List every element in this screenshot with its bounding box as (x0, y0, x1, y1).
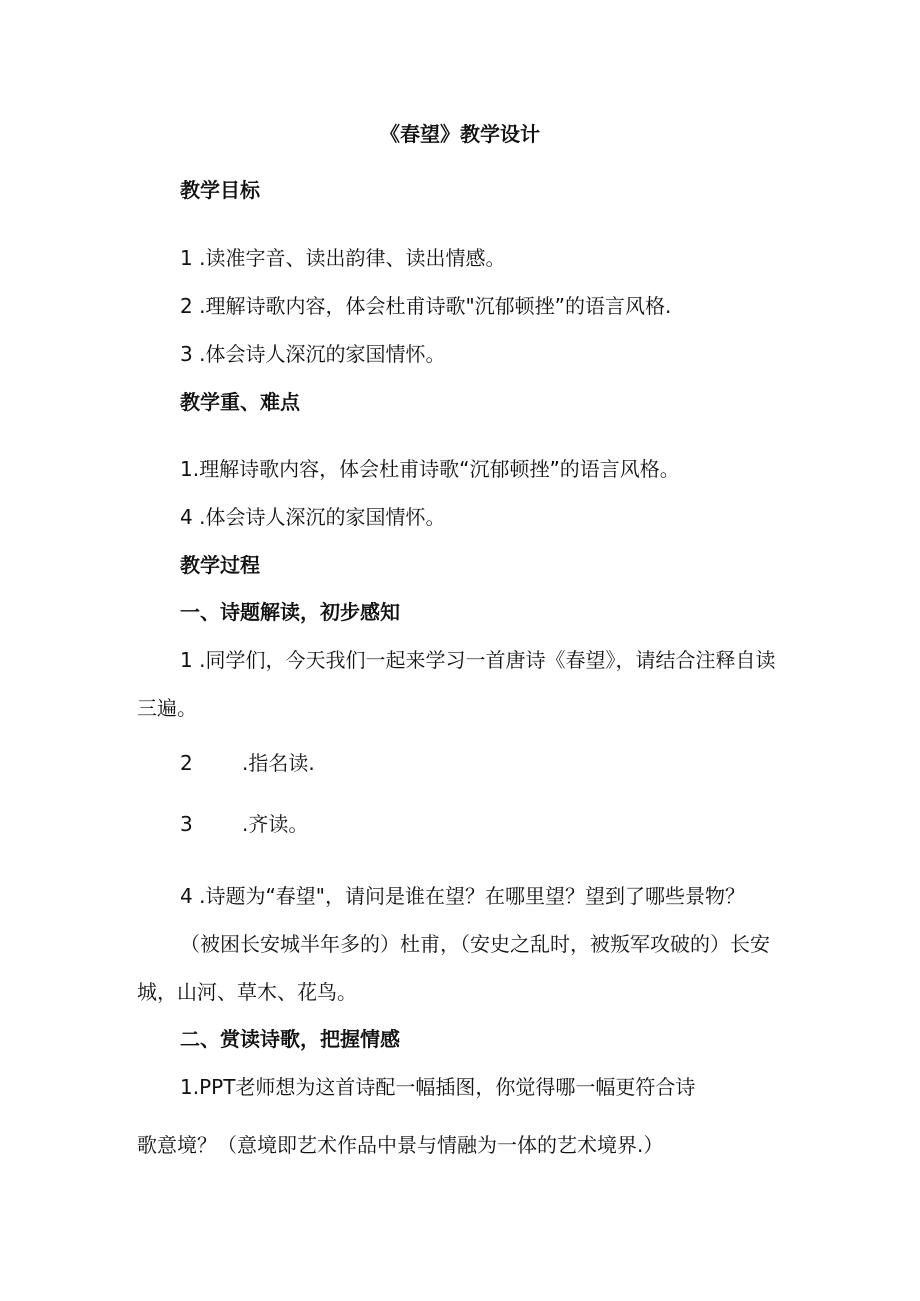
question-1-line-1: 1.PPT老师想为这首诗配一幅插图，你觉得哪一幅更符合诗 (180, 1075, 696, 1099)
paragraph-1-line-2: 三遍。 (137, 696, 197, 720)
objective-item-1: 1 .读准字音、读出韵律、读出情感。 (180, 246, 506, 270)
heading-teaching-process: 教学过程 (180, 553, 260, 577)
section-1-title: 一、诗题解读，初步感知 (180, 600, 400, 624)
heading-key-difficulties: 教学重、难点 (180, 390, 300, 414)
paragraph-3-text: .齐读。 (242, 812, 309, 836)
answer-line-2: 城，山河、草木、花鸟。 (137, 980, 357, 1004)
paragraph-2-text: .指名读. (242, 751, 315, 775)
paragraph-2-number: 2 (180, 751, 193, 775)
key-item-2: 4 .体会诗人深沉的家国情怀。 (180, 505, 446, 529)
key-item-1: 1.理解诗歌内容，体会杜甫诗歌“沉郁顿挫”的语言风格。 (180, 457, 680, 481)
objective-item-2: 2 .理解诗歌内容，体会杜甫诗歌"沉郁顿挫”的语言风格. (180, 294, 672, 318)
paragraph-1-line-1: 1 .同学们，今天我们一起来学习一首唐诗《春望》，请结合注释自读 (180, 648, 776, 672)
section-2-title: 二、赏读诗歌，把握情感 (180, 1027, 400, 1051)
document-title: 《春望》教学设计 (380, 122, 540, 146)
question-1-line-2: 歌意境？（意境即艺术作品中景与情融为一体的艺术境界.） (137, 1133, 664, 1157)
objective-item-3: 3 .体会诗人深沉的家国情怀。 (180, 342, 446, 366)
paragraph-4: 4 .诗题为“春望"，请问是谁在望？在哪里望？望到了哪些景物？ (180, 884, 745, 908)
heading-teaching-objectives: 教学目标 (180, 178, 260, 202)
answer-line-1: （被困长安城半年多的）杜甫，（安史之乱时，被叛军攻破的）长安 (180, 932, 770, 956)
paragraph-3-number: 3 (180, 812, 193, 836)
